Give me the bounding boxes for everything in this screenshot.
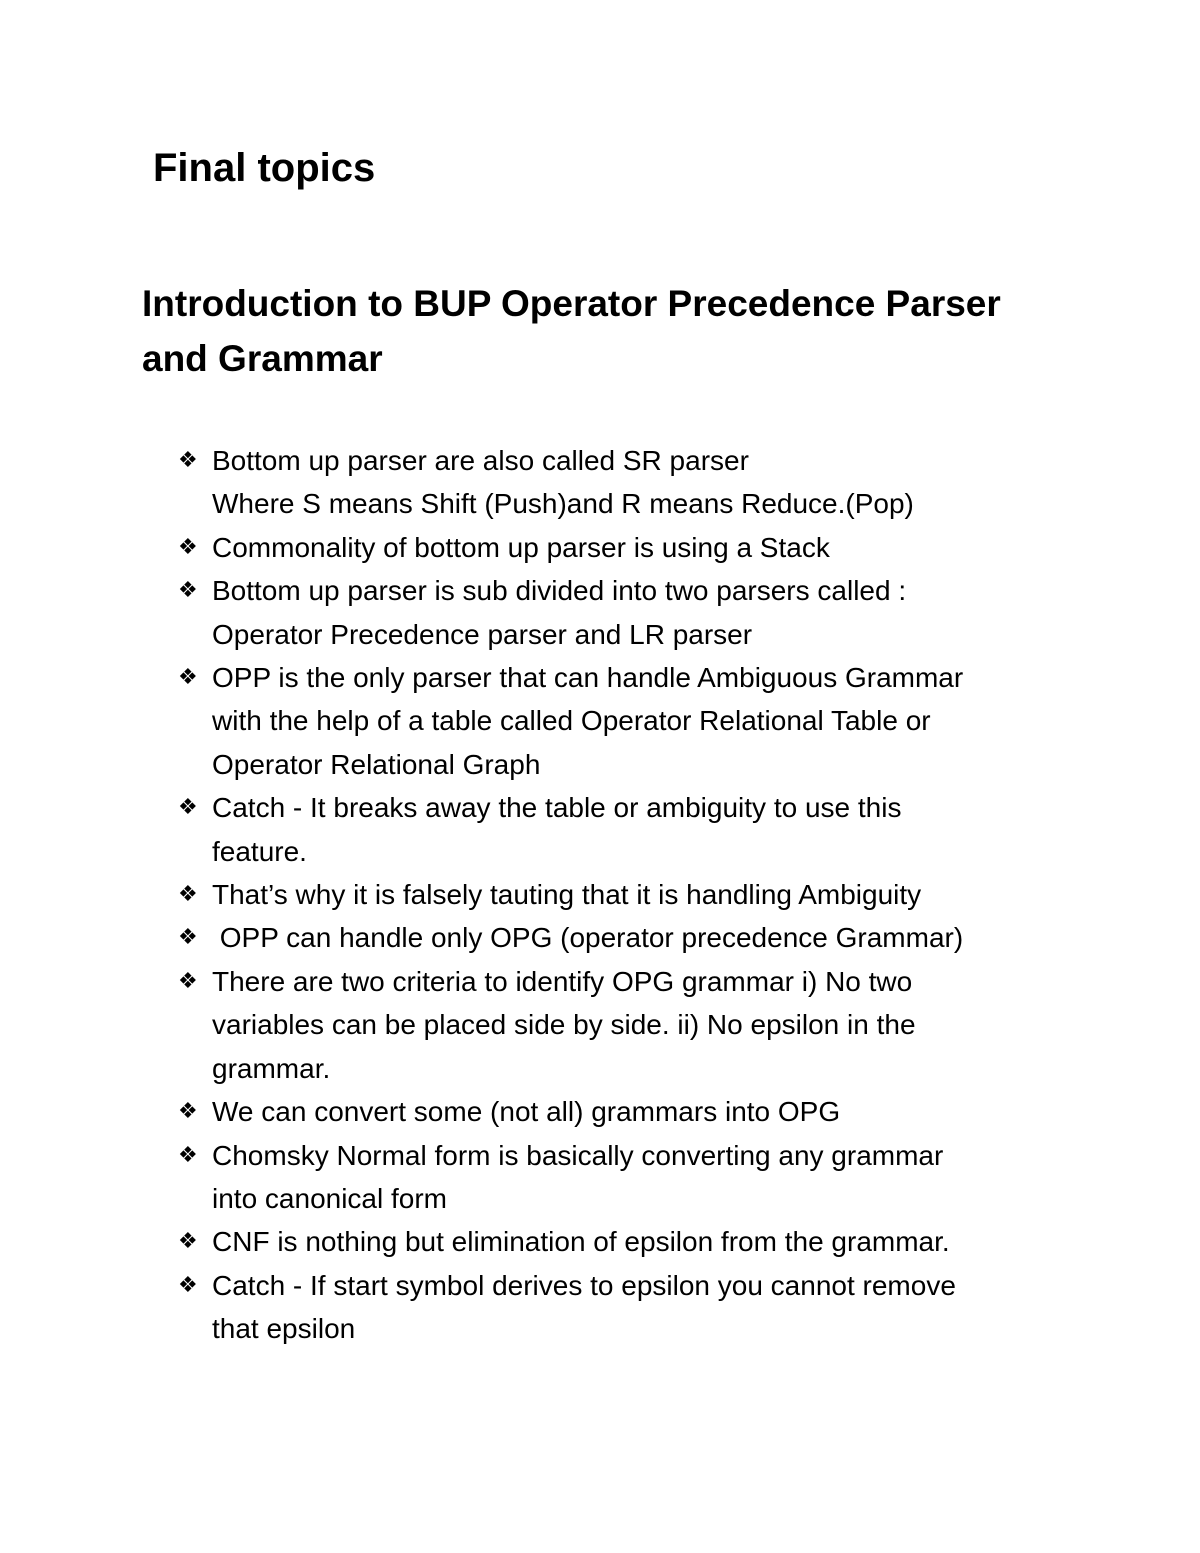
list-item-line: Where S means Shift (Push)and R means Reduce.(Pop) [212, 488, 914, 520]
list-item-line: Bottom up parser are also called SR parser [212, 445, 749, 476]
diamond-bullet-icon: ❖ [178, 882, 198, 908]
list-item-line: OPP is the only parser that can handle Ambiguous Grammar [212, 662, 964, 694]
list-item-line: We can convert some (not all) grammars into OPG [212, 1096, 841, 1128]
list-item-line: variables can be placed side by side. ii) No epsilon in the [212, 1009, 916, 1041]
list-item-line: Bottom up parser is sub divided into two parsers called : [212, 575, 907, 607]
list-item [178, 439, 1078, 526]
list-item-line: that epsilon [212, 1313, 356, 1345]
list-item-line: with the help of a table called Operator Relational Table or [212, 705, 931, 737]
list-item-line: There are two criteria to identify OPG grammar i) No two [212, 965, 913, 997]
list-item-line: Operator Relational Graph [212, 748, 541, 780]
diamond-bullet-icon: ❖ [178, 1099, 198, 1125]
list-item [178, 569, 1078, 656]
section-heading-line: and Grammar [142, 338, 383, 379]
diamond-bullet-icon: ❖ [178, 665, 198, 691]
list-item-line: Chomsky Normal form is basically converting any grammar [212, 1139, 944, 1171]
diamond-bullet-icon: ❖ [178, 448, 198, 473]
diamond-bullet-icon: ❖ [178, 795, 198, 821]
list-item [178, 873, 1078, 916]
page-title: Final topics [153, 146, 376, 190]
list-item [178, 526, 1078, 569]
diamond-bullet-icon: ❖ [178, 534, 198, 560]
list-item [178, 916, 1078, 959]
diamond-bullet-icon: ❖ [178, 968, 198, 994]
list-item [178, 1090, 1078, 1133]
diamond-bullet-icon: ❖ [178, 1272, 198, 1298]
list-item [178, 1134, 1078, 1221]
list-item-line: feature. [212, 835, 307, 867]
list-item [178, 1220, 1078, 1263]
diamond-bullet-icon: ❖ [178, 1229, 198, 1255]
list-item [178, 1264, 1078, 1351]
list-item-line: Catch - If start symbol derives to epsilon you cannot remove [212, 1269, 956, 1301]
list-item-line: grammar. [212, 1052, 331, 1084]
list-item-line: OPP can handle only OPG (operator precedence Grammar) [212, 922, 964, 954]
bullet-list [178, 439, 1078, 1351]
list-item-line: Commonality of bottom up parser is using a Stack [212, 531, 830, 563]
section-heading-line: Introduction to BUP Operator Precedence Parser [142, 283, 1001, 324]
list-item-line: Operator Precedence parser and LR parser [212, 618, 753, 650]
diamond-bullet-icon: ❖ [178, 1142, 198, 1168]
list-item [178, 786, 1078, 873]
list-item [178, 656, 1078, 786]
diamond-bullet-icon: ❖ [178, 578, 198, 604]
list-item-line: CNF is nothing but elimination of epsilon from the grammar. [212, 1226, 950, 1258]
list-item-line: into canonical form [212, 1182, 448, 1214]
list-item [178, 960, 1078, 1090]
section-heading [142, 276, 1082, 386]
diamond-bullet-icon: ❖ [178, 925, 198, 951]
list-item-line: Catch - It breaks away the table or ambiguity to use this [212, 792, 902, 824]
list-item-line: That’s why it is falsely tauting that it is handling Ambiguity [212, 879, 922, 911]
